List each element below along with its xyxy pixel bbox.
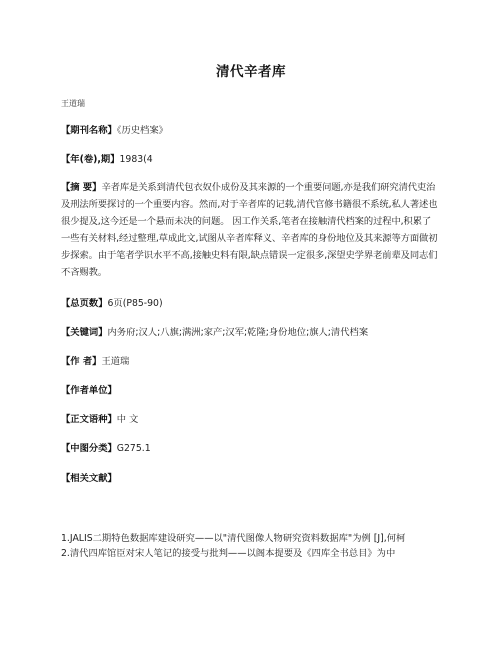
total-pages-field <box>61 295 439 312</box>
affiliation-field <box>61 382 439 399</box>
keywords-field <box>61 324 439 341</box>
journal-label: 【期刊名称】 <box>61 125 117 136</box>
keywords-label: 【关键词】 <box>61 327 108 338</box>
language-value: 中 文 <box>116 414 139 425</box>
abstract-label: 【摘 要】 <box>61 182 102 193</box>
keywords-value: 内务府;汉人;八旗;满洲;家产;汉军;乾隆;身份地位;旗人;清代档案 <box>107 327 369 338</box>
year-issue-field <box>61 151 439 168</box>
authors-value: 王道瑞 <box>101 356 130 367</box>
journal-field <box>61 122 439 139</box>
total-pages-label: 【总页数】 <box>61 298 108 309</box>
author-line: 王道瑞 <box>61 99 85 108</box>
affiliation-label: 【作者单位】 <box>61 385 117 396</box>
authors-field <box>61 353 439 370</box>
year-issue-value: 1983(4 <box>119 154 153 165</box>
related-label: 【相关文献】 <box>61 473 117 484</box>
year-issue-label: 【年(卷),期】 <box>61 154 120 165</box>
total-pages-value: 6页(P85-90) <box>107 298 163 309</box>
classification-field <box>61 440 439 457</box>
language-field <box>61 411 439 428</box>
document-title: 清代辛者库 <box>216 64 286 80</box>
classification-value: G275.1 <box>116 443 151 454</box>
related-item[interactable]: 1.JALIS二期特色数据库建设研究——以"清代图像人物研究资料数据库"为例 [J],何柯 <box>61 533 406 544</box>
language-label: 【正文语种】 <box>61 414 117 425</box>
related-item[interactable]: 2.清代四库馆臣对宋人笔记的接受与批判——以阁本提要及《四库全书总目》为中 <box>61 548 396 559</box>
abstract-field <box>61 179 439 281</box>
related-field <box>61 470 439 487</box>
journal-value: 《历史档案》 <box>116 125 168 136</box>
related-list <box>61 532 441 562</box>
abstract-value: 辛者库是关系到清代包衣奴仆成份及其来源的一个重要问题,亦是我们研究清代吏治及刑法所要探讨的一个重要内容。然而,对于辛者库的记载,清代官修书籍很不系统,私人著述也很少提及,这今还是一个悬而未决的问题。 因工作关系,笔者在接触清代档案的过程中,积累了一些有关材料,经过整理,草成此文,试图从辛者库释义、辛者库的身份地位及其来源等方面做初步探索。由于笔者学识水平不高,接触史料有限,缺点错误一定很多,深望史学界老前辈及同志们不吝赐教。 <box>61 182 438 278</box>
authors-label: 【作 者】 <box>61 356 102 367</box>
classification-label: 【中图分类】 <box>61 443 117 454</box>
